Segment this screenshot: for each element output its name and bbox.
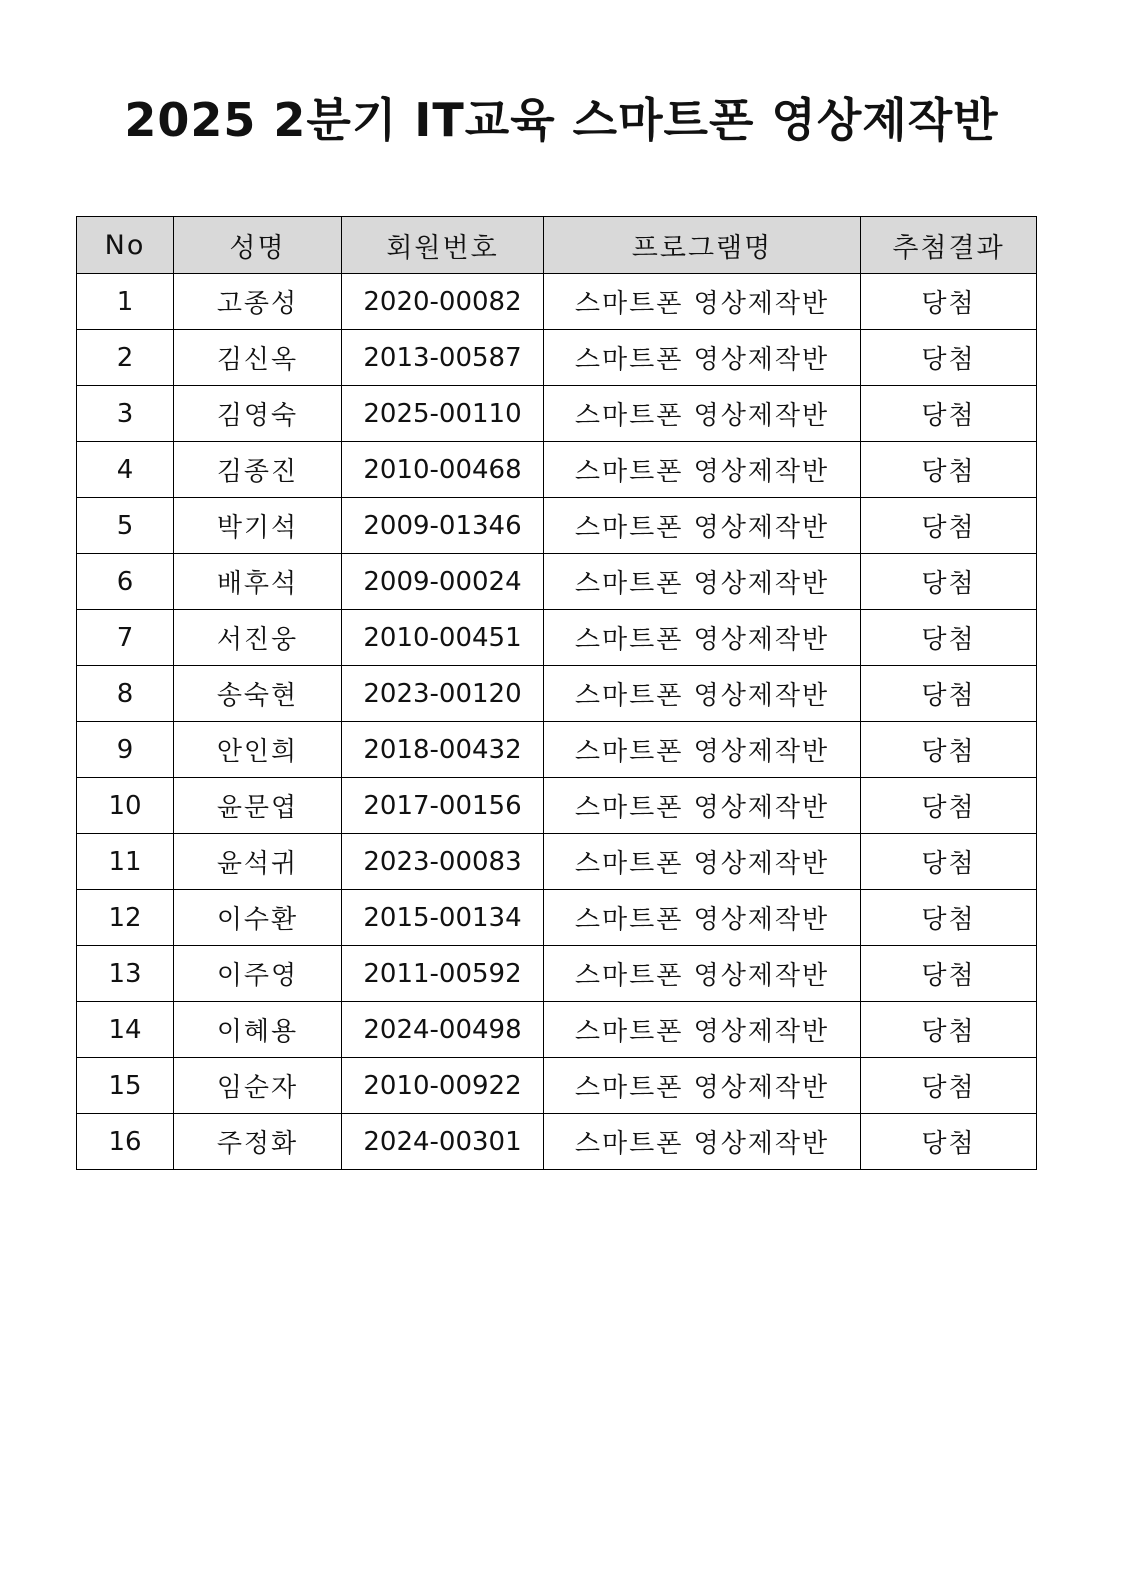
cell-name: 안인희 [174,722,342,778]
cell-no: 5 [77,498,174,554]
cell-result: 당첨 [861,666,1037,722]
cell-no: 6 [77,554,174,610]
cell-member-id: 2024-00498 [342,1002,544,1058]
cell-result: 당첨 [861,722,1037,778]
table-row [77,890,1037,946]
cell-member-id: 2009-01346 [342,498,544,554]
cell-name: 고종성 [174,274,342,330]
table-row [77,1002,1037,1058]
cell-no: 11 [77,834,174,890]
cell-no: 7 [77,610,174,666]
header-no: No [77,217,174,274]
cell-result: 당첨 [861,386,1037,442]
cell-no: 8 [77,666,174,722]
cell-program: 스마트폰 영상제작반 [544,442,861,498]
cell-name: 이수환 [174,890,342,946]
cell-program: 스마트폰 영상제작반 [544,610,861,666]
cell-result: 당첨 [861,610,1037,666]
cell-result: 당첨 [861,1002,1037,1058]
table-row [77,330,1037,386]
table-row [77,498,1037,554]
table-body [77,274,1037,1170]
cell-result: 당첨 [861,330,1037,386]
cell-member-id: 2010-00922 [342,1058,544,1114]
lottery-results-table [76,216,1037,1170]
cell-program: 스마트폰 영상제작반 [544,274,861,330]
cell-program: 스마트폰 영상제작반 [544,498,861,554]
cell-program: 스마트폰 영상제작반 [544,1058,861,1114]
cell-no: 3 [77,386,174,442]
cell-result: 당첨 [861,274,1037,330]
cell-name: 배후석 [174,554,342,610]
table-row [77,722,1037,778]
cell-name: 이주영 [174,946,342,1002]
table-header [77,217,1037,274]
cell-member-id: 2023-00083 [342,834,544,890]
cell-no: 1 [77,274,174,330]
cell-name: 송숙현 [174,666,342,722]
cell-result: 당첨 [861,1114,1037,1170]
cell-result: 당첨 [861,834,1037,890]
cell-no: 2 [77,330,174,386]
header-name: 성명 [174,217,342,274]
cell-member-id: 2020-00082 [342,274,544,330]
cell-program: 스마트폰 영상제작반 [544,722,861,778]
cell-no: 16 [77,1114,174,1170]
cell-program: 스마트폰 영상제작반 [544,778,861,834]
cell-program: 스마트폰 영상제작반 [544,386,861,442]
cell-result: 당첨 [861,778,1037,834]
cell-no: 15 [77,1058,174,1114]
page-title: 2025 2분기 IT교육 스마트폰 영상제작반 [124,93,999,147]
table-row [77,1114,1037,1170]
cell-member-id: 2013-00587 [342,330,544,386]
cell-name: 서진웅 [174,610,342,666]
cell-name: 김영숙 [174,386,342,442]
header-member-id: 회원번호 [342,217,544,274]
table-row [77,778,1037,834]
cell-program: 스마트폰 영상제작반 [544,1002,861,1058]
cell-no: 13 [77,946,174,1002]
cell-member-id: 2010-00468 [342,442,544,498]
cell-result: 당첨 [861,498,1037,554]
cell-name: 박기석 [174,498,342,554]
cell-result: 당첨 [861,890,1037,946]
table-row [77,946,1037,1002]
cell-result: 당첨 [861,946,1037,1002]
cell-no: 12 [77,890,174,946]
header-result: 추첨결과 [861,217,1037,274]
cell-program: 스마트폰 영상제작반 [544,330,861,386]
cell-member-id: 2011-00592 [342,946,544,1002]
cell-member-id: 2009-00024 [342,554,544,610]
table-row [77,554,1037,610]
cell-name: 주정화 [174,1114,342,1170]
table-row [77,274,1037,330]
cell-name: 임순자 [174,1058,342,1114]
cell-member-id: 2017-00156 [342,778,544,834]
table-row [77,610,1037,666]
header-program: 프로그램명 [544,217,861,274]
cell-no: 4 [77,442,174,498]
cell-member-id: 2025-00110 [342,386,544,442]
cell-name: 윤석귀 [174,834,342,890]
cell-program: 스마트폰 영상제작반 [544,666,861,722]
table-row [77,1058,1037,1114]
table-row [77,834,1037,890]
cell-name: 이혜용 [174,1002,342,1058]
cell-program: 스마트폰 영상제작반 [544,1114,861,1170]
cell-member-id: 2015-00134 [342,890,544,946]
cell-result: 당첨 [861,554,1037,610]
cell-member-id: 2024-00301 [342,1114,544,1170]
table-row [77,442,1037,498]
cell-result: 당첨 [861,1058,1037,1114]
table-row [77,666,1037,722]
cell-program: 스마트폰 영상제작반 [544,554,861,610]
cell-no: 10 [77,778,174,834]
cell-name: 김종진 [174,442,342,498]
cell-program: 스마트폰 영상제작반 [544,890,861,946]
cell-member-id: 2010-00451 [342,610,544,666]
cell-no: 14 [77,1002,174,1058]
cell-name: 김신옥 [174,330,342,386]
cell-result: 당첨 [861,442,1037,498]
cell-member-id: 2018-00432 [342,722,544,778]
cell-no: 9 [77,722,174,778]
cell-name: 윤문엽 [174,778,342,834]
cell-program: 스마트폰 영상제작반 [544,834,861,890]
cell-member-id: 2023-00120 [342,666,544,722]
header-row [77,217,1037,274]
table-row [77,386,1037,442]
cell-program: 스마트폰 영상제작반 [544,946,861,1002]
